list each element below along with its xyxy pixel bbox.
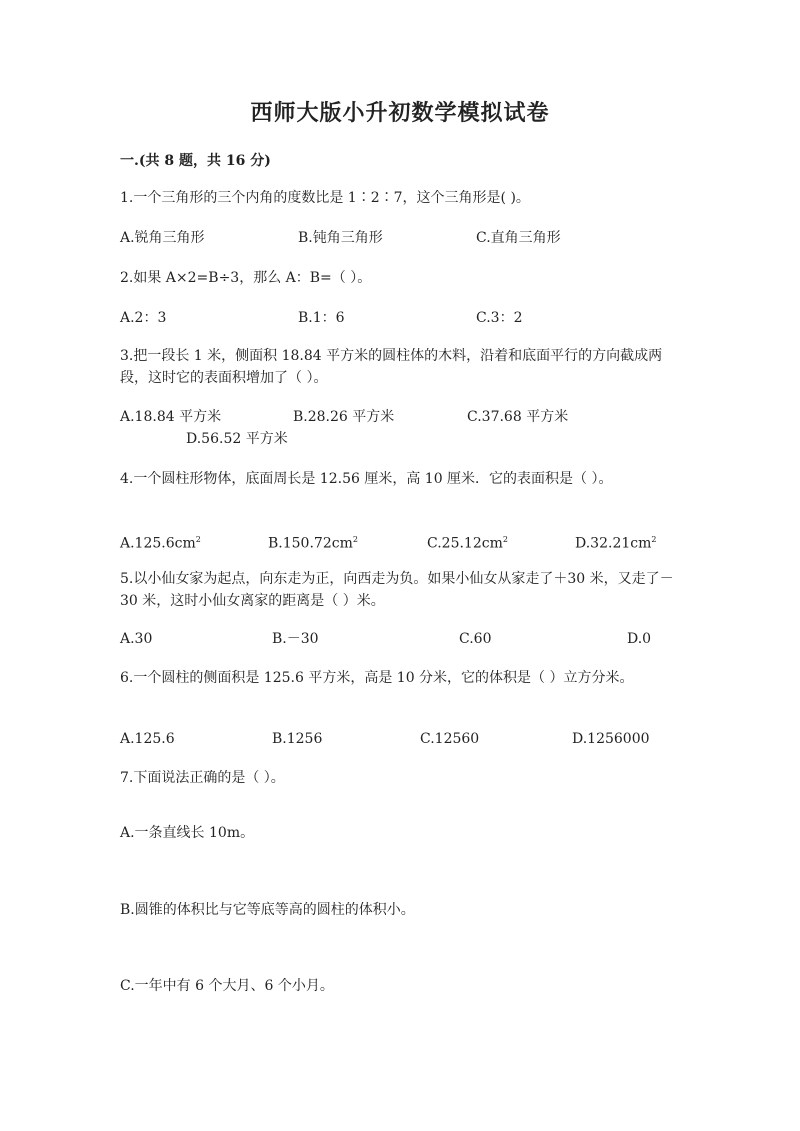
question-4-option-b[interactable] (268, 530, 358, 554)
question-3-option-a[interactable]: A.18.84 平方米 (120, 409, 222, 425)
question-4-option-a-text: A.125.6cm (120, 535, 196, 552)
squared-unit-sup: 2 (502, 535, 508, 544)
question-5-option-b[interactable]: B.－30 (272, 631, 319, 647)
question-1-option-a[interactable]: A.锐角三角形 (120, 230, 205, 246)
question-7-option-b[interactable]: B.圆锥的体积比与它等底等高的圆柱的体积小。 (120, 902, 415, 918)
question-4-option-a[interactable] (120, 530, 201, 554)
section-heading: 一.(共 8 题，共 16 分) (120, 153, 271, 169)
question-2-option-a[interactable]: A.2：3 (120, 310, 167, 326)
question-4-option-d-text: D.32.21cm (575, 535, 652, 552)
question-7-stem: 7.下面说法正确的是（ ）。 (120, 770, 285, 786)
question-6-option-a[interactable]: A.125.6 (120, 731, 175, 747)
question-2-option-b[interactable]: B.1：6 (298, 310, 345, 326)
question-3-option-d[interactable]: D.56.52 平方米 (186, 431, 288, 447)
question-5-option-c[interactable]: C.60 (459, 631, 492, 647)
question-7-option-a[interactable]: A.一条直线长 10m。 (120, 825, 255, 841)
question-5-option-a[interactable]: A.30 (120, 631, 153, 647)
question-3-stem: 3.把一段长 1 米，侧面积 18.84 平方米的圆柱体的木料，沿着和底面平行的方向截成两段，这时它的表面积增加了（ ）。 (120, 348, 663, 386)
question-1-option-b[interactable]: B.钝角三角形 (298, 230, 383, 246)
question-1-option-c[interactable]: C.直角三角形 (476, 230, 561, 246)
question-4-stem: 4.一个圆柱形物体，底面周长是 12.56 厘米，高 10 厘米．它的表面积是（ ）。 (120, 471, 613, 487)
question-4-option-b-text: B.150.72cm (268, 535, 353, 552)
question-6-option-b[interactable]: B.1256 (272, 731, 323, 747)
question-1-stem: 1.一个三角形的三个内角的度数比是 1∶2∶7，这个三角形是( )。 (120, 190, 530, 206)
question-3-option-b[interactable]: B.28.26 平方米 (293, 409, 395, 425)
squared-unit-sup: 2 (352, 535, 358, 544)
question-3-option-c[interactable]: C.37.68 平方米 (467, 409, 569, 425)
question-5-option-d[interactable]: D.0 (627, 631, 652, 647)
question-7-option-c[interactable]: C.一年中有 6 个大月、6 个小月。 (120, 978, 334, 994)
question-6-option-d[interactable]: D.1256000 (572, 731, 650, 747)
question-4-option-c[interactable] (427, 530, 508, 554)
question-6-option-c[interactable]: C.12560 (420, 731, 480, 747)
squared-unit-sup: 2 (651, 535, 657, 544)
page-title: 西师大版小升初数学模拟试卷 (250, 100, 550, 126)
squared-unit-sup: 2 (195, 535, 201, 544)
question-5-stem: 5.以小仙女家为起点，向东走为正，向西走为负。如果小仙女从家走了＋30 米，又走了－30 米，这时小仙女离家的距离是（ ）米。 (120, 571, 674, 609)
question-2-option-c[interactable]: C.3：2 (476, 310, 523, 326)
question-2-stem: 2.如果 A×2=B÷3，那么 A：B=（ ）。 (120, 270, 372, 286)
question-6-stem: 6.一个圆柱的侧面积是 125.6 平方米，高是 10 分米，它的体积是（ ）立方分米。 (120, 670, 634, 686)
question-4-option-d[interactable] (575, 530, 656, 554)
question-4-option-c-text: C.25.12cm (427, 535, 503, 552)
